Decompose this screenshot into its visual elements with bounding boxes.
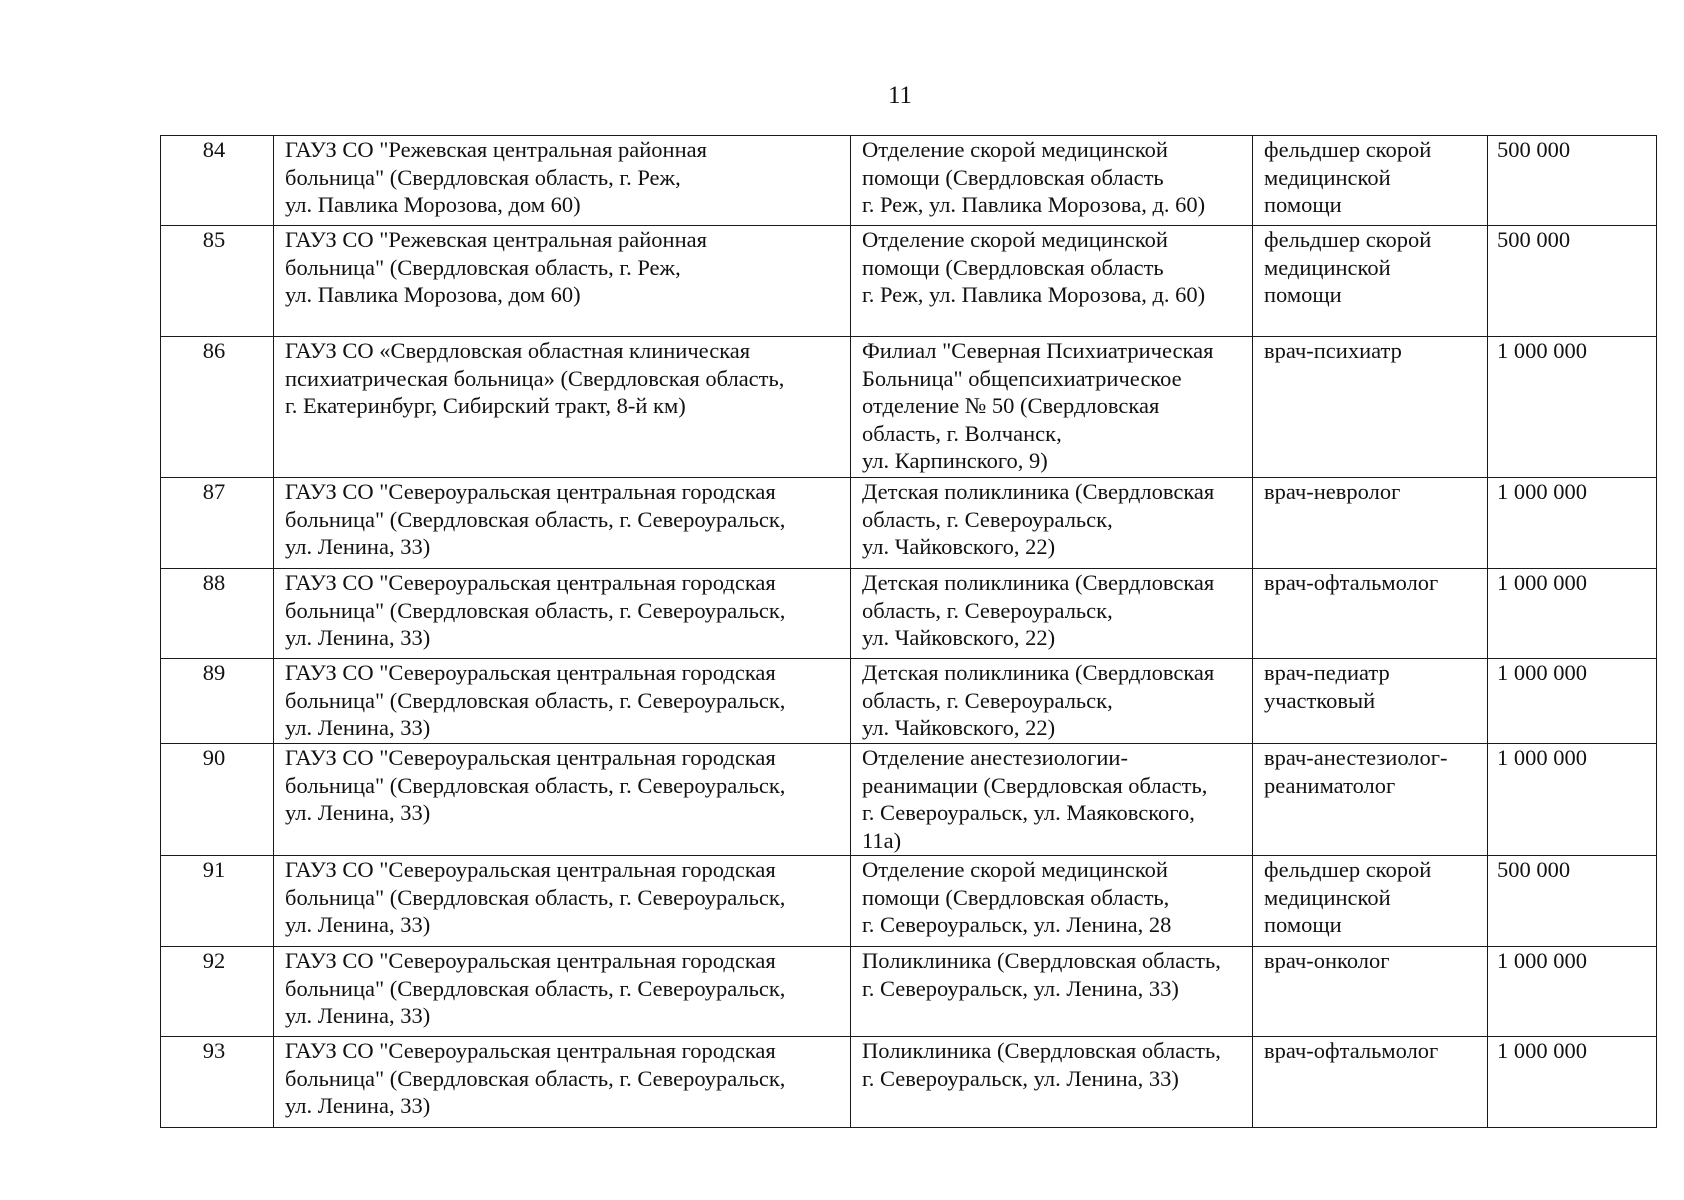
department-cell xyxy=(851,569,1253,659)
row-number-cell xyxy=(161,659,274,744)
row-number-cell xyxy=(161,337,274,478)
department-text: Поликлиника (Свердловская область, г. Североуральск, ул. Ленина, 33) xyxy=(862,1038,1221,1091)
department-text: Отделение скорой медицинской помощи (Свердловская область г. Реж, ул. Павлика Морозова, д. 60) xyxy=(862,137,1206,217)
institution-text: ГАУЗ СО "Режевская центральная районная больница" (Свердловская область, г. Реж, ул. Павлика Морозова, дом 60) xyxy=(285,137,707,217)
position-text: врач-офтальмолог xyxy=(1264,570,1439,595)
amount-text: 1 000 000 xyxy=(1497,1038,1587,1063)
amount-cell xyxy=(1488,478,1657,569)
department-cell xyxy=(851,744,1253,856)
position-text: врач-онколог xyxy=(1264,948,1390,973)
department-text: Отделение скорой медицинской помощи (Свердловская область, г. Североуральск, ул. Ленина, 28 xyxy=(862,857,1172,937)
amount-cell xyxy=(1488,1037,1657,1128)
position-cell xyxy=(1253,478,1488,569)
institution-cell xyxy=(274,136,851,226)
position-cell xyxy=(1253,744,1488,856)
department-cell xyxy=(851,226,1253,337)
institution-cell xyxy=(274,478,851,569)
amount-text: 1 000 000 xyxy=(1497,570,1587,595)
department-cell xyxy=(851,856,1253,947)
institution-text: ГАУЗ СО "Североуральская центральная городская больница" (Свердловская область, г. Североуральск, ул. Ленина, 33) xyxy=(285,745,786,825)
department-text: Детская поликлиника (Свердловская область, г. Североуральск, ул. Чайковского, 22) xyxy=(862,479,1215,559)
position-text: фельдшер скорой медицинской помощи xyxy=(1264,137,1432,217)
row-number-cell xyxy=(161,569,274,659)
table-row xyxy=(161,659,1657,744)
department-text: Детская поликлиника (Свердловская область, г. Североуральск, ул. Чайковского, 22) xyxy=(862,570,1215,650)
amount-cell xyxy=(1488,744,1657,856)
table-row xyxy=(161,744,1657,856)
amount-text: 1 000 000 xyxy=(1497,660,1587,685)
row-number: 92 xyxy=(202,948,226,973)
position-cell xyxy=(1253,136,1488,226)
department-text: Поликлиника (Свердловская область, г. Североуральск, ул. Ленина, 33) xyxy=(862,948,1221,1001)
amount-cell xyxy=(1488,947,1657,1037)
table-row xyxy=(161,136,1657,226)
table-row xyxy=(161,947,1657,1037)
institution-text: ГАУЗ СО "Североуральская центральная городская больница" (Свердловская область, г. Североуральск, ул. Ленина, 33) xyxy=(285,479,786,559)
amount-cell xyxy=(1488,337,1657,478)
vacancy-table xyxy=(160,135,1657,1128)
department-cell xyxy=(851,947,1253,1037)
department-cell xyxy=(851,337,1253,478)
table-row xyxy=(161,337,1657,478)
department-cell xyxy=(851,136,1253,226)
table-row xyxy=(161,226,1657,337)
institution-cell xyxy=(274,947,851,1037)
position-cell xyxy=(1253,1037,1488,1128)
institution-cell xyxy=(274,1037,851,1128)
position-text: врач-педиатр участковый xyxy=(1264,660,1390,713)
institution-cell xyxy=(274,337,851,478)
amount-text: 1 000 000 xyxy=(1497,479,1587,504)
department-text: Детская поликлиника (Свердловская область, г. Североуральск, ул. Чайковского, 22) xyxy=(862,660,1215,740)
amount-cell xyxy=(1488,136,1657,226)
amount-text: 500 000 xyxy=(1497,857,1571,882)
row-number-cell xyxy=(161,744,274,856)
institution-cell xyxy=(274,569,851,659)
amount-cell xyxy=(1488,569,1657,659)
amount-text: 500 000 xyxy=(1497,137,1571,162)
institution-cell xyxy=(274,659,851,744)
amount-cell xyxy=(1488,856,1657,947)
table-row xyxy=(161,856,1657,947)
department-cell xyxy=(851,1037,1253,1128)
department-text: Отделение анестезиологии- реанимации (Свердловская область, г. Североуральск, ул. Маяковского, 11а) xyxy=(862,745,1208,853)
amount-text: 500 000 xyxy=(1497,227,1571,252)
table-row xyxy=(161,478,1657,569)
department-text: Отделение скорой медицинской помощи (Свердловская область г. Реж, ул. Павлика Морозова, д. 60) xyxy=(862,227,1206,307)
position-text: врач-анестезиолог- реаниматолог xyxy=(1264,745,1448,798)
amount-cell xyxy=(1488,659,1657,744)
amount-text: 1 000 000 xyxy=(1497,948,1587,973)
row-number: 84 xyxy=(202,137,226,162)
table-row xyxy=(161,1037,1657,1128)
position-cell xyxy=(1253,226,1488,337)
row-number: 89 xyxy=(202,660,226,685)
institution-cell xyxy=(274,856,851,947)
position-text: фельдшер скорой медицинской помощи xyxy=(1264,857,1432,937)
department-cell xyxy=(851,478,1253,569)
amount-text: 1 000 000 xyxy=(1497,745,1587,770)
row-number: 85 xyxy=(202,227,226,252)
table-row xyxy=(161,569,1657,659)
position-cell xyxy=(1253,947,1488,1037)
row-number-cell xyxy=(161,136,274,226)
position-text: фельдшер скорой медицинской помощи xyxy=(1264,227,1432,307)
row-number-cell xyxy=(161,947,274,1037)
position-cell xyxy=(1253,659,1488,744)
row-number-cell xyxy=(161,1037,274,1128)
row-number-cell xyxy=(161,478,274,569)
position-text: врач-офтальмолог xyxy=(1264,1038,1439,1063)
institution-text: ГАУЗ СО "Североуральская центральная городская больница" (Свердловская область, г. Североуральск, ул. Ленина, 33) xyxy=(285,857,786,937)
position-text: врач-психиатр xyxy=(1264,338,1402,363)
institution-cell xyxy=(274,744,851,856)
position-cell xyxy=(1253,569,1488,659)
department-text: Филиал "Северная Психиатрическая Больница" общепсихиатрическое отделение № 50 (Свердловская область, г. Волчанск, ул. Карпинского, 9) xyxy=(862,338,1214,473)
institution-cell xyxy=(274,226,851,337)
institution-text: ГАУЗ СО "Североуральская центральная городская больница" (Свердловская область, г. Североуральск, ул. Ленина, 33) xyxy=(285,660,786,740)
row-number: 93 xyxy=(202,1038,226,1063)
row-number-cell xyxy=(161,856,274,947)
page-number: 11 xyxy=(887,82,913,109)
position-cell xyxy=(1253,856,1488,947)
institution-text: ГАУЗ СО «Свердловская областная клиническая психиатрическая больница» (Свердловская область, г. Екатеринбург, Сибирский тракт, 8-й км) xyxy=(285,338,785,418)
table-body xyxy=(161,136,1657,1128)
amount-text: 1 000 000 xyxy=(1497,338,1587,363)
institution-text: ГАУЗ СО "Североуральская центральная городская больница" (Свердловская область, г. Североуральск, ул. Ленина, 33) xyxy=(285,1038,786,1118)
institution-text: ГАУЗ СО "Североуральская центральная городская больница" (Свердловская область, г. Североуральск, ул. Ленина, 33) xyxy=(285,948,786,1028)
institution-text: ГАУЗ СО "Североуральская центральная городская больница" (Свердловская область, г. Североуральск, ул. Ленина, 33) xyxy=(285,570,786,650)
row-number: 86 xyxy=(202,338,226,363)
position-cell xyxy=(1253,337,1488,478)
position-text: врач-невролог xyxy=(1264,479,1401,504)
row-number: 88 xyxy=(202,570,226,595)
row-number: 87 xyxy=(202,479,226,504)
institution-text: ГАУЗ СО "Режевская центральная районная больница" (Свердловская область, г. Реж, ул. Павлика Морозова, дом 60) xyxy=(285,227,707,307)
amount-cell xyxy=(1488,226,1657,337)
row-number-cell xyxy=(161,226,274,337)
department-cell xyxy=(851,659,1253,744)
row-number: 91 xyxy=(202,857,226,882)
row-number: 90 xyxy=(202,745,226,770)
